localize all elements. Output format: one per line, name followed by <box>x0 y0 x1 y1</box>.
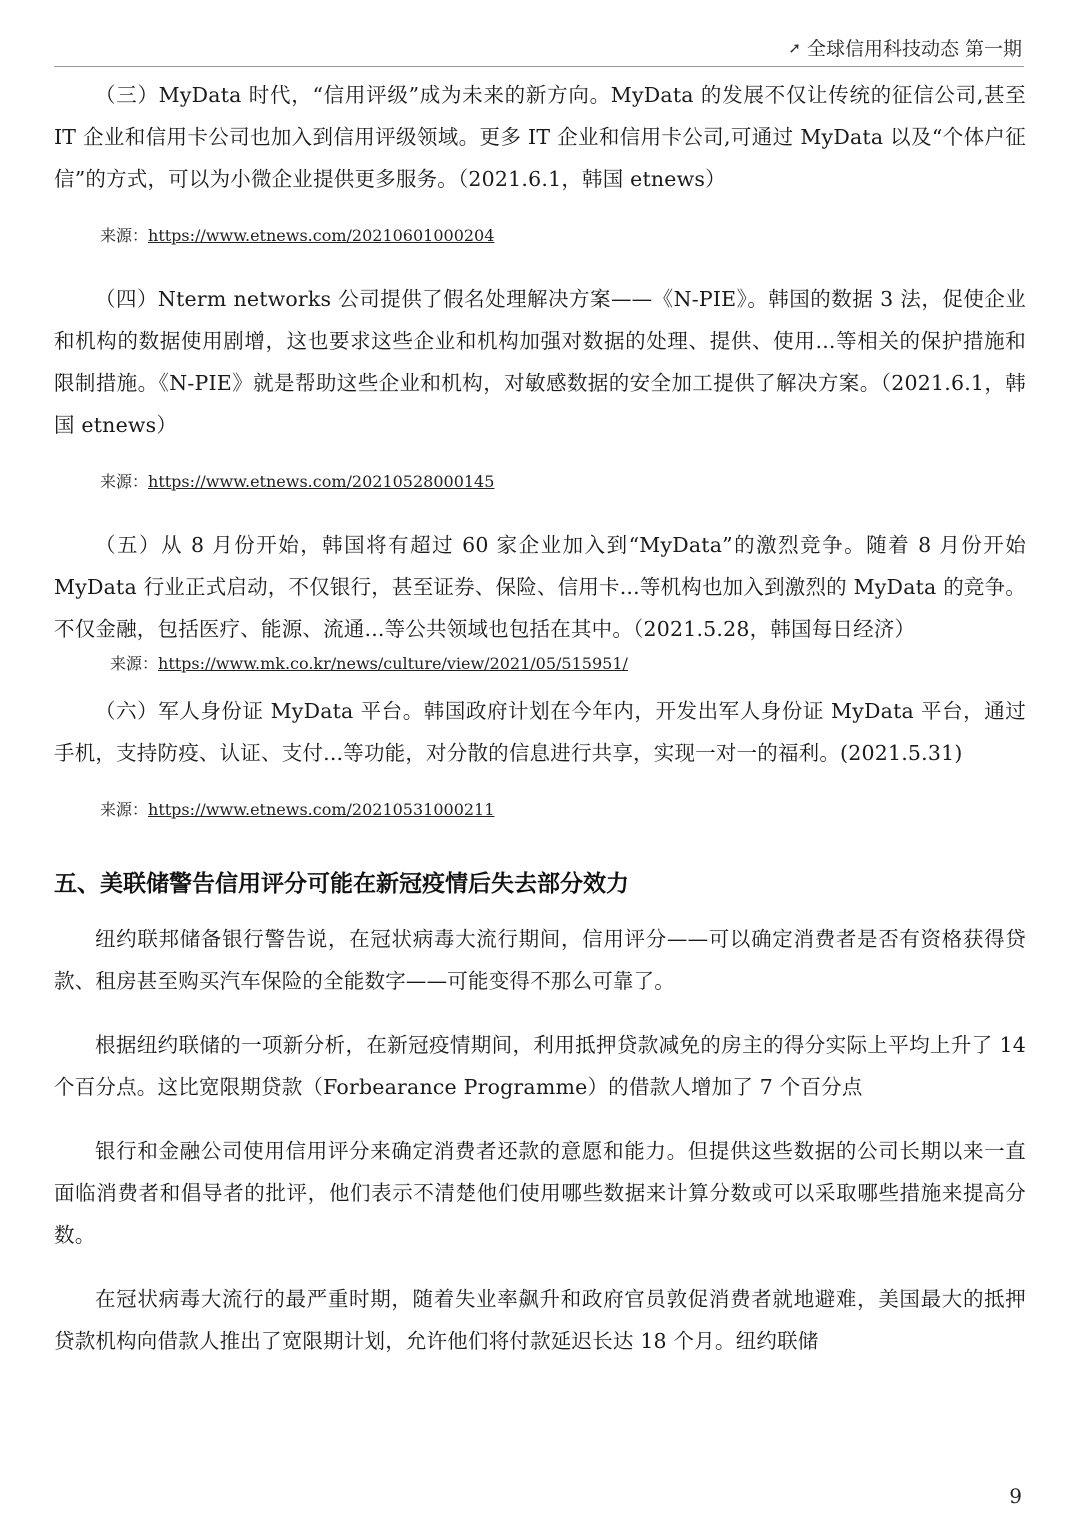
page-number: 9 <box>1009 1484 1022 1508</box>
source-label: 来源： <box>100 226 149 245</box>
source-link[interactable]: https://www.etnews.com/20210601000204 <box>148 226 495 245</box>
section-heading: 五、美联储警告信用评分可能在新冠疫情后失去部分效力 <box>54 871 629 897</box>
section-paragraph-4: 在冠状病毒大流行的最严重时期，随着失业率飙升和政府官员敦促消费者就地避难，美国最大的抵押贷款机构向借款人推出了宽限期计划，允许他们将付款延迟长达 18 个月。纽约联储 <box>54 1287 1026 1353</box>
page-content <box>54 74 1026 1362</box>
source-line-3 <box>54 222 1026 250</box>
source-line-5 <box>54 650 1026 678</box>
source-label: 来源： <box>110 654 159 673</box>
source-link[interactable]: https://www.mk.co.kr/news/culture/view/2021/05/515951/ <box>158 654 628 673</box>
news-item-5: （五）从 8 月份开始，韩国将有超过 60 家企业加入到“MyData”的激烈竞争。随着 8 月份开始 MyData 行业正式启动，不仅银行，甚至证券、保险、信用卡...等机构也加入到激烈的 MyData 的竞争。不仅金融，包括医疗、能源、流通...等公共领域也包括在其中。（2021.5.28，韩国每日经济） <box>54 533 1026 641</box>
source-link[interactable]: https://www.etnews.com/20210531000211 <box>148 800 495 819</box>
news-item-4: （四）Nterm networks 公司提供了假名处理解决方案——《N-PIE》。韩国的数据 3 法，促使企业和机构的数据使用剧增，这也要求这些企业和机构加强对数据的处理、提供、使用...等相关的保护措施和限制措施。《N-PIE》就是帮助这些企业和机构，对敏感数据的安全加工提供了解决方案。（2021.6.1，韩国 etnews） <box>54 287 1026 437</box>
news-item-3: （三）MyData 时代，“信用评级”成为未来的新方向。MyData 的发展不仅让传统的征信公司,甚至 IT 企业和信用卡公司也加入到信用评级领域。更多 IT 企业和信用卡公司,可通过 MyData 以及“个体户征信”的方式，可以为小微企业提供更多服务。（2021.6.1，韩国 etnews） <box>54 83 1026 191</box>
source-label: 来源： <box>100 800 149 819</box>
section-paragraph-1: 纽约联邦储备银行警告说，在冠状病毒大流行期间，信用评分——可以确定消费者是否有资格获得贷款、租房甚至购买汽车保险的全能数字——可能变得不那么可靠了。 <box>54 927 1026 993</box>
source-line-4 <box>54 468 1026 496</box>
news-item-6: （六）军人身份证 MyData 平台。韩国政府计划在今年内，开发出军人身份证 MyData 平台，通过手机，支持防疫、认证、支付...等功能，对分散的信息进行共享，实现一对一的福利。(2021.5.31) <box>54 699 1026 765</box>
source-line-6 <box>54 796 1026 824</box>
arrow-up-right-icon: ➚ <box>788 38 801 57</box>
source-label: 来源： <box>100 472 149 491</box>
running-header <box>788 34 1022 61</box>
running-header-title: 全球信用科技动态 第一期 <box>806 38 1022 60</box>
header-divider <box>54 66 1024 67</box>
section-paragraph-2: 根据纽约联储的一项新分析，在新冠疫情期间，利用抵押贷款减免的房主的得分实际上平均上升了 14 个百分点。这比宽限期贷款（Forbearance Programme）的借款人增加了 7 个百分点 <box>54 1033 1026 1099</box>
section-paragraph-3: 银行和金融公司使用信用评分来确定消费者还款的意愿和能力。但提供这些数据的公司长期以来一直面临消费者和倡导者的批评，他们表示不清楚他们使用哪些数据来计算分数或可以采取哪些措施来提高分数。 <box>54 1139 1026 1247</box>
source-link[interactable]: https://www.etnews.com/20210528000145 <box>148 472 495 491</box>
